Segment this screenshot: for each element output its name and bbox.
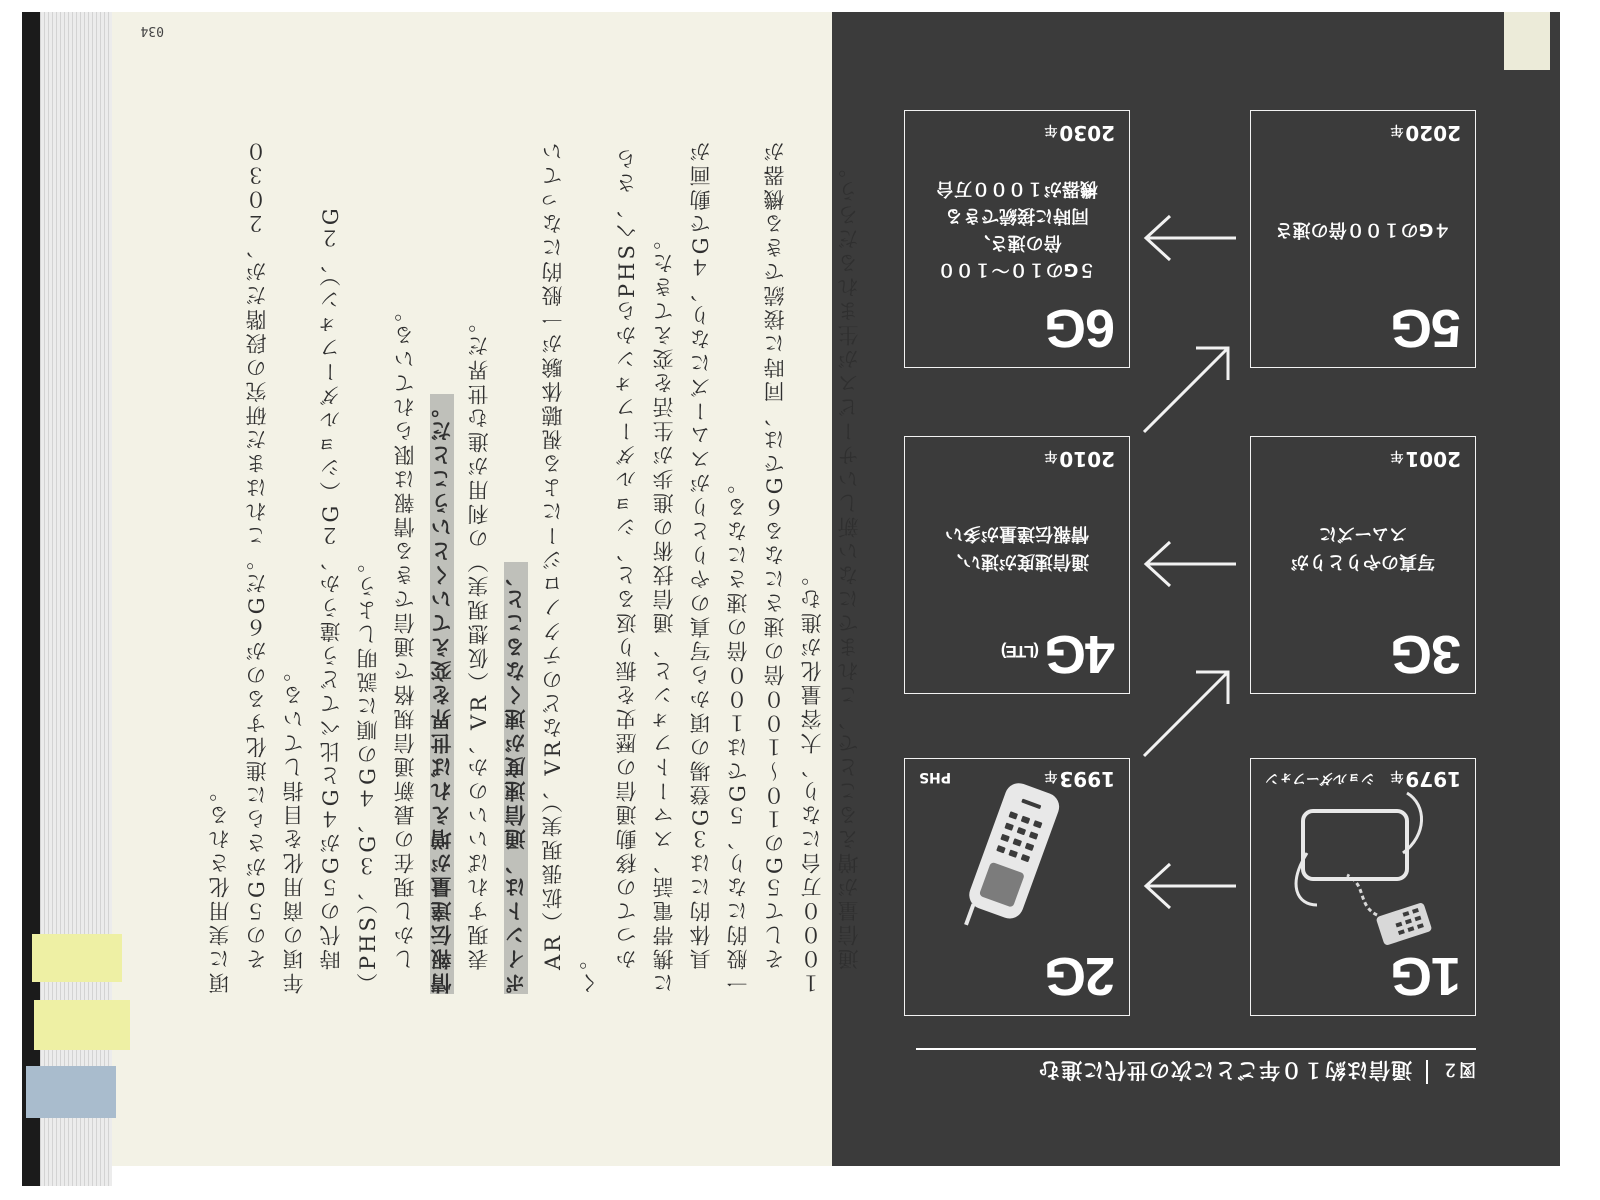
generation-year: 1993年 bbox=[1044, 767, 1115, 791]
generation-description: ４Gの１００倍の速さ bbox=[1274, 219, 1452, 240]
generation-label: 2G bbox=[1044, 946, 1115, 1006]
generation-year: 2030年 bbox=[1044, 121, 1115, 145]
arrow-diagonal-icon bbox=[1136, 664, 1236, 764]
generation-box-3g bbox=[1250, 436, 1476, 694]
generation-sublabel: PHS bbox=[919, 769, 952, 785]
generation-year: 2010年 bbox=[1044, 447, 1115, 471]
paragraph: その５Gがさらに進化するのが６Gだ。これはまだ研究の段階だが、２０３０年頃の商用化を目指している。 bbox=[245, 138, 306, 994]
arrow-diagonal-icon bbox=[1136, 340, 1236, 440]
generation-box-4g bbox=[904, 436, 1130, 694]
generation-box-1g bbox=[1250, 758, 1476, 1016]
paragraph: 表現すればいいのか、VR（仮想現実）の利用が進む世界だ。 bbox=[467, 309, 491, 994]
paragraph: 頃に実用化される。 bbox=[208, 778, 232, 994]
highlighted-phrase: 情報伝達量が増えれば世界を変えていくということだ。 bbox=[430, 394, 454, 994]
figure-label: 図２ bbox=[1442, 1059, 1476, 1079]
generation-description: 通信速度が速い、 情報伝達量が多い bbox=[945, 523, 1089, 572]
paragraph: 時代の５Gが４Gと比べてどう違うか、２G（ショルダーフォン）、２G（PHS）、３G、４Gの順に説明しよう。 bbox=[319, 205, 380, 994]
generation-year: 2020年 bbox=[1390, 121, 1461, 145]
arrow-right-icon bbox=[1138, 536, 1242, 592]
paragraph: しかし現在の最新通信規格で通信できる情報は限られている。 bbox=[393, 298, 417, 994]
paragraph bbox=[498, 124, 535, 994]
header-divider bbox=[1426, 1060, 1428, 1084]
phs-handset-icon bbox=[943, 775, 1083, 945]
generation-box-6g bbox=[904, 110, 1130, 368]
generation-label: 3G bbox=[1390, 624, 1461, 684]
shoulder-phone-icon bbox=[1277, 775, 1447, 945]
figure-page bbox=[832, 12, 1560, 1166]
generation-box-5g bbox=[1250, 110, 1476, 368]
paragraph: 通信量が増えることで、これまでにない新しいサービスが生まれるだろう。 bbox=[837, 154, 861, 994]
sticky-note-yellow bbox=[34, 1000, 130, 1050]
generation-label: 1G bbox=[1390, 946, 1461, 1006]
generation-description: ５Gの１０〜１００ 倍の速さ、 同時に接続できる 機器が１０００万台 bbox=[936, 178, 1098, 280]
figure-header bbox=[916, 1048, 1476, 1090]
body-text bbox=[202, 124, 861, 994]
highlighted-phrase: ポイントは、通信速度が速くなること、 bbox=[504, 562, 528, 994]
generation-year: 2001年 bbox=[1390, 447, 1461, 471]
generation-label: 4G(LTE) bbox=[1001, 624, 1115, 684]
arrow-right-icon bbox=[1138, 858, 1242, 914]
text-page bbox=[112, 12, 861, 1166]
arrow-right-icon bbox=[1138, 210, 1242, 266]
paragraph: 具体的には３G登場の頃から写真のやりとりがスムーズになり、４Gで動画が一般的になり、５Gでは１００倍の速さになる。 bbox=[689, 138, 750, 994]
generation-year: 1979年 bbox=[1390, 767, 1461, 791]
sticky-note-blue bbox=[26, 1066, 116, 1118]
generation-box-2g bbox=[904, 758, 1130, 1016]
generation-label: 5G bbox=[1390, 298, 1461, 358]
paragraph: AR（拡張現実）、VRなどのテクノロジーによる視聴体験が一般的になっていく。 bbox=[541, 138, 602, 994]
paragraph bbox=[424, 124, 461, 994]
page-number-034: 034 bbox=[140, 23, 164, 38]
generation-label: 6G bbox=[1044, 298, 1115, 358]
generation-sublabel: ショルダーフォン bbox=[1265, 770, 1375, 786]
paragraph: そして５Gの１０〜１００倍の速さになる６Gでは、同時に接続できる機器が１０００万台になり、大容量化が進む。 bbox=[763, 138, 824, 994]
paragraph: かつての移動通信の歴史を振り返ると、ショルダーフォンからPHSへ、さらに携帯電話、スマートフォンと、通信技術の進歩が生活を変えてきた。 bbox=[615, 146, 676, 994]
sticky-note-yellow bbox=[32, 934, 122, 982]
generation-description: 写真のやりとりが スムーズに bbox=[1291, 523, 1435, 572]
figure-title: 通信は約１０年ごとに次の世代に進む bbox=[1038, 1058, 1412, 1082]
page-tab-marker bbox=[1504, 12, 1550, 70]
